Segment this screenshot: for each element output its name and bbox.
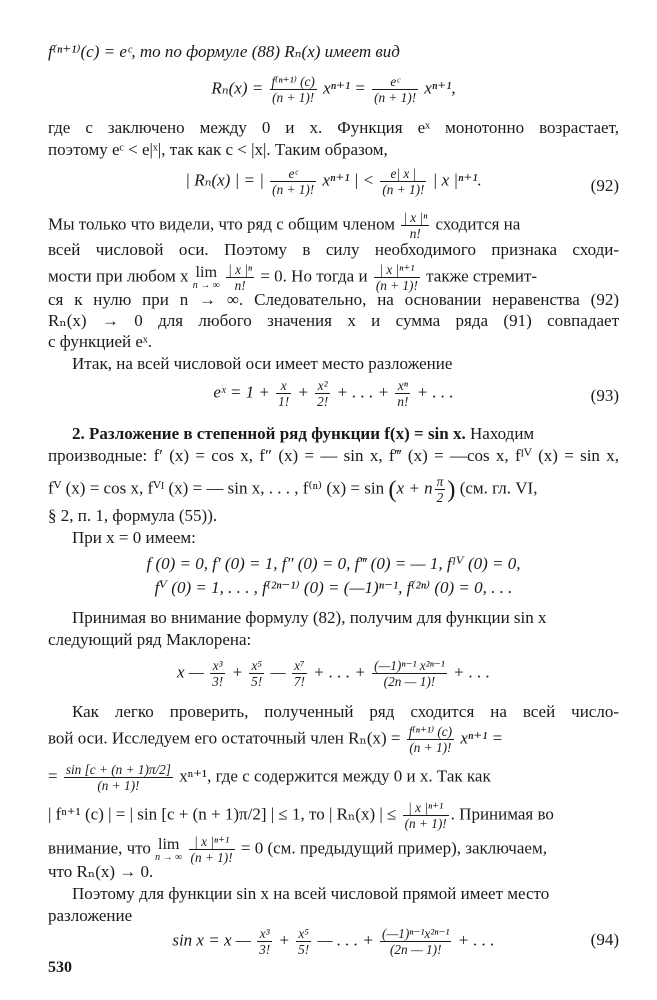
denominator: n! [409, 226, 421, 242]
fraction [380, 166, 426, 198]
denominator: 2! [317, 394, 329, 410]
formula-part: + . . . + [313, 662, 366, 682]
numerator: x⁷ [292, 658, 307, 674]
numerator: (—1)ⁿ⁻¹ x²ⁿ⁻¹ [374, 658, 445, 673]
formula-part: xⁿ⁺¹ = [323, 78, 366, 98]
numerator: (—1)ⁿ⁻¹x²ⁿ⁻¹ [382, 926, 450, 941]
denominator: n! [234, 278, 246, 294]
text-part: Находим [465, 424, 535, 443]
text-part: = 0. Но тогда и [260, 266, 368, 286]
text-line-17: § 2, п. 1, формула (55)). [48, 506, 218, 525]
numerator: f⁽ⁿ⁺¹⁾ (c) [408, 724, 453, 739]
section-heading [72, 424, 619, 444]
numerator: eᶜ [270, 166, 316, 182]
fraction [257, 926, 272, 958]
numerator: | x |ⁿ [228, 262, 253, 277]
text-line-27 [48, 800, 619, 832]
text-line-18: При x = 0 имеем: [72, 528, 196, 547]
text-part: сходится на [435, 214, 521, 234]
denominator: 2 [436, 490, 444, 506]
formula-part: + [278, 930, 290, 950]
text-part: = [48, 766, 58, 786]
denominator: (2n — 1)! [389, 942, 442, 958]
text-part: . Принимая во [450, 804, 554, 824]
formula-part: xⁿ⁺¹, [424, 78, 456, 98]
formula-part: xⁿ⁺¹ | < [322, 170, 375, 190]
denominator: 1! [278, 394, 290, 410]
numerator: f⁽ⁿ⁺¹⁾ (c) [271, 74, 315, 89]
numerator: sin [c + (n + 1)π/2] [65, 762, 171, 777]
denominator: (n + 1)! [272, 182, 315, 198]
fraction [435, 474, 446, 506]
text-line-26 [48, 762, 619, 794]
text-line-8 [48, 262, 619, 294]
numerator: | x |ⁿ⁺¹ [374, 262, 420, 278]
numerator: e| x | [380, 166, 426, 182]
formula-part: | x |ⁿ⁺¹. [432, 170, 482, 190]
denominator: 7! [293, 674, 305, 690]
numerator: eᶜ [372, 74, 418, 90]
fraction [407, 724, 454, 756]
text-line-6 [48, 210, 619, 242]
formula-part: | Rₙ(x) | = | [185, 170, 264, 190]
text-line-22: следующий ряд Маклорена: [48, 630, 252, 649]
numerator: | x |ⁿ⁺¹ [403, 800, 449, 816]
formula-part: + . . . [453, 662, 491, 682]
text-part: вой оси. Исследуем его остаточный член Rₙ(x) = [48, 728, 401, 748]
numerator: x⁵ [296, 926, 311, 942]
numerator: x [276, 378, 291, 394]
text-line-19: f (0) = 0, f′ (0) = 1, f″ (0) = 0, f‴ (0) = — 1, fᴵⱽ (0) = 0, [146, 554, 521, 573]
fraction [270, 166, 316, 198]
text-line-12: Итак, на всей числовой оси имеет место разложение [72, 354, 453, 373]
numerator: x³ [210, 658, 225, 674]
fraction [374, 262, 420, 294]
paren-open: ( [388, 475, 397, 503]
fraction [64, 762, 173, 794]
text-line-15: производные: f′ (x) = cos x, f″ (x) = — sin x, f‴ (x) = —cos x, fᴵⱽ (x) = sin x, [48, 446, 619, 465]
fraction [296, 926, 311, 958]
formula-remainder [48, 74, 619, 106]
denominator: (n + 1)! [190, 850, 233, 866]
paren-close: ) [447, 475, 456, 503]
formula-part: — [270, 662, 286, 682]
text-part: = 0 (см. предыдущий пример), заключаем, [240, 838, 547, 858]
text-line-10: Rₙ(x) → 0 для любого значения x и сумма ряда (91) совпадает [48, 311, 619, 330]
fraction [315, 378, 330, 410]
formula-part: + [231, 662, 243, 682]
fraction [403, 800, 449, 832]
formula-part: + . . . [457, 930, 495, 950]
text-line-25 [48, 724, 619, 756]
formula-part: sin x = x — [172, 930, 251, 950]
denominator: 3! [259, 942, 271, 958]
denominator: 5! [298, 942, 310, 958]
denominator: (n + 1)! [409, 740, 452, 756]
text-line-24: Как легко проверить, полученный ряд сходится на всей число- [72, 702, 619, 721]
text-part: xⁿ⁺¹ = [460, 728, 504, 748]
text-part: внимание, что [48, 838, 151, 858]
denominator: 3! [212, 674, 224, 690]
limit [193, 265, 220, 290]
text-part: xⁿ⁺¹, где c содержится между 0 и x. Так как [179, 766, 491, 786]
text-line-29: что Rₙ(x) → 0. [48, 862, 154, 881]
formula-part: + . . . [416, 382, 454, 402]
text-line-30: Поэтому для функции sin x на всей числовой прямой имеет место [72, 884, 550, 903]
numerator: x⁵ [249, 658, 264, 674]
formula-92 [48, 166, 619, 198]
text-part: | fⁿ⁺¹ (c) | = | sin [c + (n + 1)π/2] | ≤ 1, то | Rₙ(x) | ≤ [48, 804, 397, 824]
numerator: xⁿ [395, 378, 410, 394]
text-line-1: f⁽ⁿ⁺¹⁾(c) = eᶜ, то по формуле (88) Rₙ(x) имеет вид [48, 42, 400, 61]
text-part: (см. гл. VI, [459, 478, 538, 498]
text-part: x + n [396, 478, 433, 498]
fraction [380, 926, 451, 958]
text-part: мости при любом x [48, 266, 189, 286]
text-line-4: поэтому eᶜ < e|ˣ|, так как c < |x|. Таким образом, [48, 140, 388, 159]
denominator: (n + 1)! [404, 816, 447, 832]
denominator: (n + 1)! [97, 778, 140, 794]
text-line-3: где c заключено между 0 и x. Функция eˣ монотонно возрастает, [48, 118, 619, 137]
formula-part: Rₙ(x) = [211, 78, 264, 98]
fraction [226, 262, 254, 294]
formula-part: + . . . + [336, 382, 390, 402]
formula-93 [48, 378, 619, 410]
text-line-21: Принимая во внимание формулу (82), получим для функции sin x [72, 608, 547, 627]
fraction [372, 658, 447, 690]
fraction [270, 74, 317, 106]
limit [155, 837, 182, 862]
fraction [292, 658, 307, 690]
equation-number-93: (93) [590, 386, 619, 405]
fraction [189, 834, 235, 866]
denominator: (n + 1)! [374, 90, 417, 106]
fraction [401, 210, 429, 242]
fraction [210, 658, 225, 690]
limit-symbol: lim [157, 836, 180, 854]
text-line-16 [48, 474, 619, 506]
denominator: 5! [251, 674, 263, 690]
text-line-7: всей числовой оси. Поэтому в силу необходимого признака сходи- [48, 240, 619, 259]
formula-94 [48, 926, 619, 958]
text-line-20: fⱽ (0) = 1, . . . , f⁽²ⁿ⁻¹⁾ (0) = (—1)ⁿ⁻¹, f⁽²ⁿ⁾ (0) = 0, . . . [154, 578, 513, 597]
text-part: Мы только что видели, что ряд с общим членом [48, 214, 396, 234]
formula-part: x — [176, 662, 204, 682]
fraction [276, 378, 291, 410]
equation-number-92: (92) [590, 176, 619, 195]
limit-subscript: n → ∞ [192, 279, 220, 291]
text-part: fⱽ (x) = cos x, fⱽᴵ (x) = — sin x, . . . , f⁽ⁿ⁾ (x) = sin [48, 478, 385, 498]
numerator: x³ [257, 926, 272, 942]
formula-part: eˣ = 1 + [213, 382, 270, 402]
text-line-9: ся к нулю при n → ∞. Следовательно, на основании неравенства (92) [48, 290, 619, 309]
limit-subscript: n → ∞ [155, 851, 183, 863]
text-line-31: разложение [48, 906, 133, 925]
denominator: (2n — 1)! [383, 674, 436, 690]
text-line-11: с функцией eˣ. [48, 332, 153, 351]
denominator: (n + 1)! [382, 182, 425, 198]
denominator: (n + 1)! [272, 90, 315, 106]
equation-number-94: (94) [590, 930, 619, 949]
denominator: n! [397, 394, 409, 410]
numerator: | x |ⁿ [403, 210, 428, 225]
formula-maclaurin-sin [48, 658, 619, 690]
fraction [395, 378, 410, 410]
page-number: 530 [48, 959, 72, 976]
formula-part: — . . . + [317, 930, 374, 950]
numerator: x² [315, 378, 330, 394]
denominator: (n + 1)! [375, 278, 418, 294]
fraction [249, 658, 264, 690]
formula-part: + [297, 382, 309, 402]
text-line-28 [48, 834, 619, 866]
section-title: 2. Разложение в степенной ряд функции f(x) = sin x. [72, 424, 466, 443]
text-part: также стремит- [426, 266, 538, 286]
limit-symbol: lim [195, 264, 218, 282]
numerator: π [436, 474, 444, 489]
numerator: | x |ⁿ⁺¹ [189, 834, 235, 850]
fraction [372, 74, 418, 106]
